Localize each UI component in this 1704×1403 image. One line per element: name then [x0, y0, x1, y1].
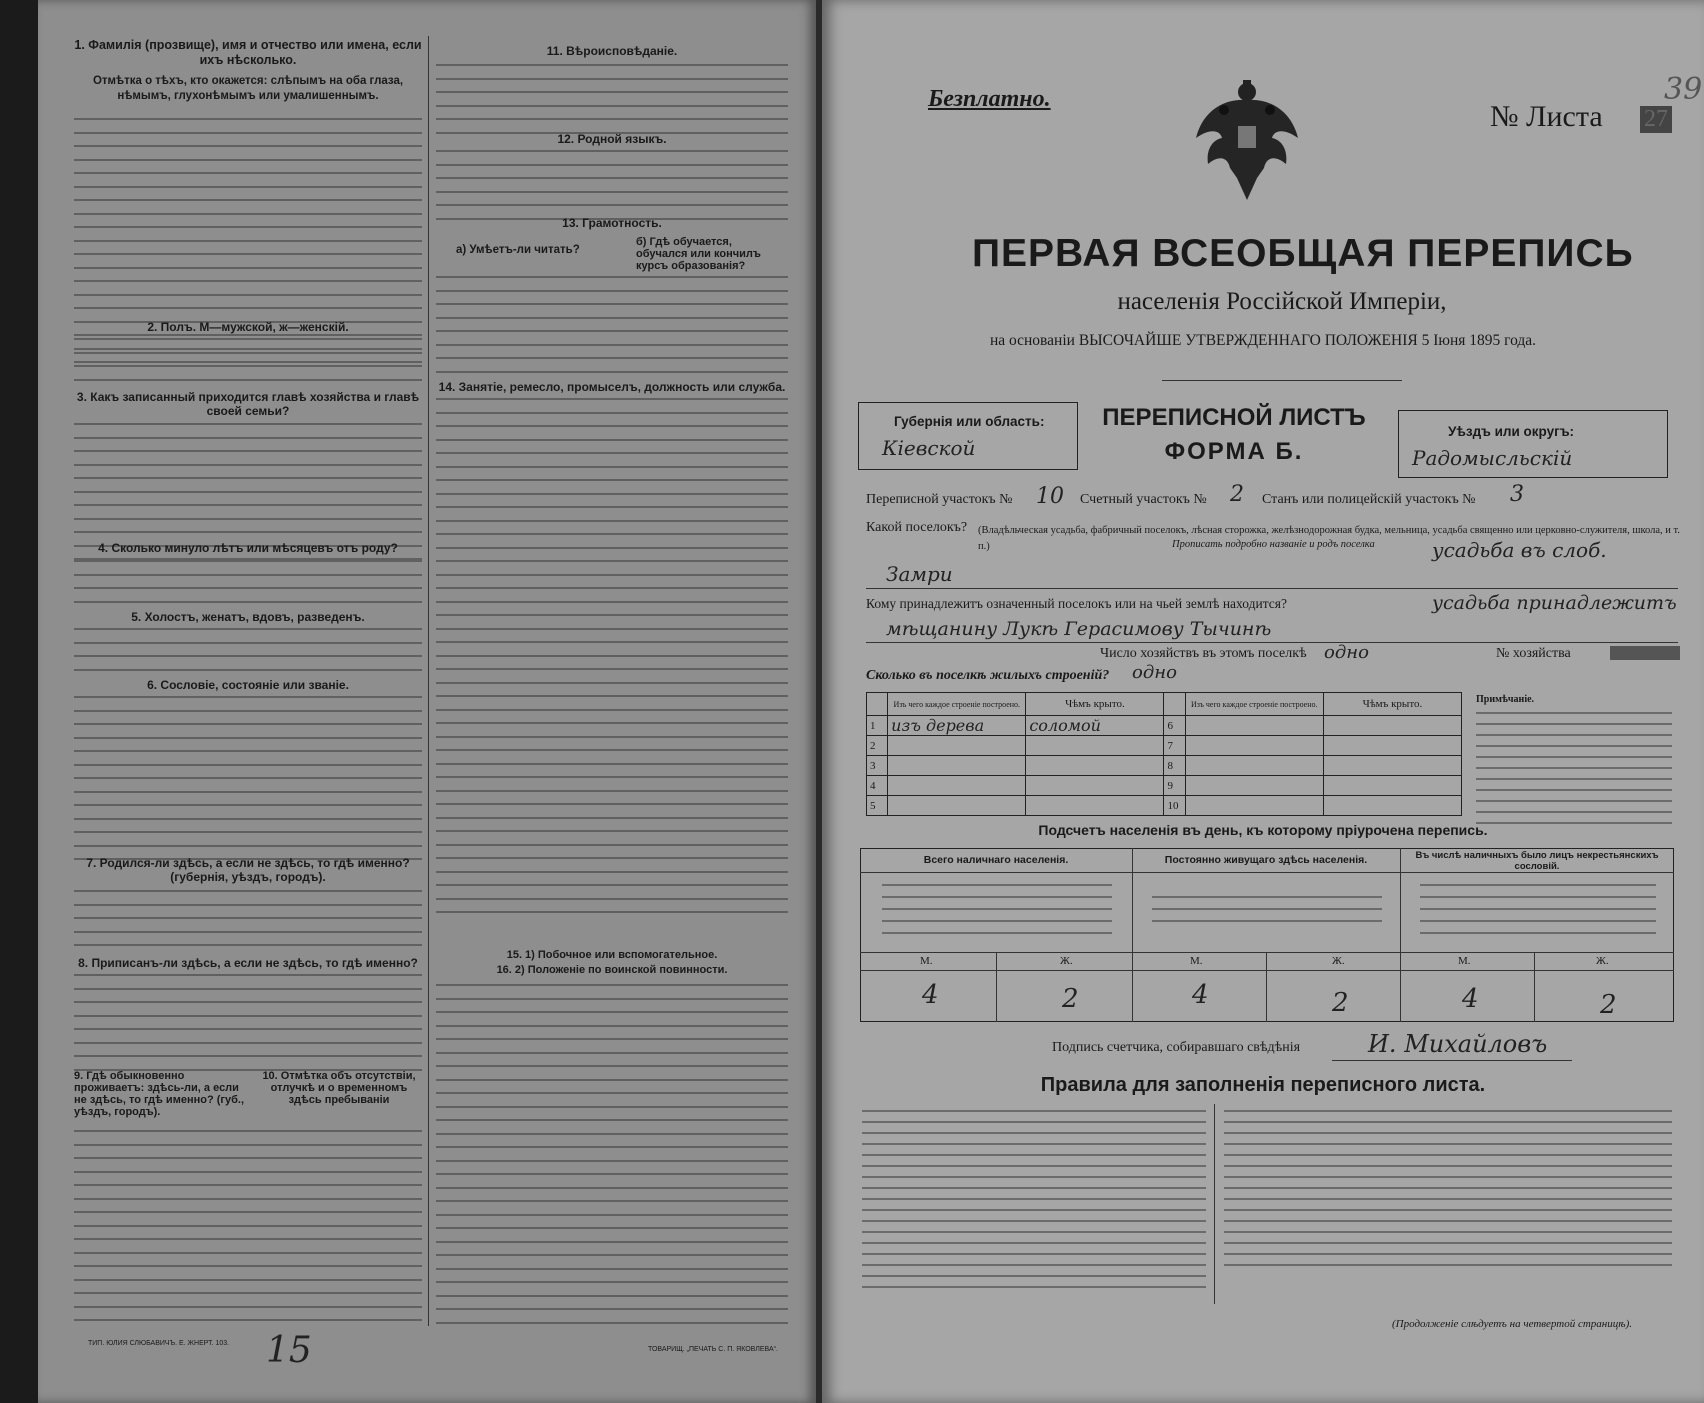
- right-page: [822, 0, 1704, 1403]
- building-1-material: изъ дерева: [888, 716, 1026, 736]
- table-row: 1 изъ дерева соломой 6: [867, 716, 1462, 736]
- tally-f-3: Ж.: [1596, 955, 1609, 967]
- signature-label: Подпись счетчика, собиравшаго свѣдѣнiя: [1052, 1040, 1301, 1055]
- tally-present-m: 4: [922, 980, 939, 1010]
- settlement-value-2: Замри: [886, 562, 953, 586]
- note-label: Примѣчанiе.: [1476, 694, 1535, 705]
- owner-label: Кому принадлежитъ означенный поселокъ или на чьей землѣ находится?: [866, 596, 1287, 611]
- tally-nonpeasant-m: 4: [1462, 984, 1479, 1014]
- owner-value-2: мѣщанину Лукѣ Герасимову Тычинѣ: [886, 618, 1272, 640]
- heading-occupation: 14. Занятiе, ремесло, промыселъ, должность или служба.: [438, 380, 786, 394]
- owner-value: усадьба принадлежитъ: [1432, 592, 1677, 614]
- buildings-table: [866, 692, 1462, 816]
- instructions-column-1: [74, 38, 422, 1328]
- buildings-col-roof-2: Чѣмъ крыто.: [1323, 693, 1461, 716]
- household-number-redacted: [1610, 646, 1680, 660]
- tally-col-nonpeasant: Въ числѣ наличныхъ было лицъ некрестьянскихъ сословiй.: [1415, 850, 1659, 872]
- owner-underline: [866, 642, 1678, 643]
- table-row: 5 10: [867, 796, 1462, 816]
- double-headed-eagle-emblem: [1192, 78, 1302, 203]
- tally-m-3: М.: [1458, 955, 1471, 967]
- tally-nonpeasant-f: 2: [1600, 990, 1617, 1020]
- heading-registered: 8. Приписанъ-ли здѣсь, а если не здѣсь, то гдѣ именно?: [78, 956, 418, 970]
- heading-language: 12. Родной языкъ.: [557, 132, 667, 146]
- uezd-label: Уѣздъ или округъ:: [1448, 424, 1575, 439]
- tally-permanent-m: 4: [1192, 980, 1209, 1010]
- left-page: [38, 0, 816, 1403]
- heading-residence: 9. Гдѣ обыкновенно проживаетъ: здѣсь-ли, а если не здѣсь, то гдѣ именно? (губ., уѣздъ, городъ).: [74, 1070, 245, 1118]
- households-value: одно: [1324, 642, 1369, 663]
- table-row: 3 8: [867, 756, 1462, 776]
- heading-literacy: 13. Грамотность.: [562, 216, 662, 230]
- heading-absence: 10. Отмѣтка объ отсутствiи, отлучкѣ и о временномъ здѣсь пребыванiи: [262, 1070, 416, 1106]
- count-area-value: 2: [1230, 482, 1244, 507]
- printer-mark-left: ТИП. ЮЛИЯ СЛЮБАВИЧЪ. Е. ЖНЕРТ. 103.: [88, 1340, 230, 1347]
- settlement-label: Какой поселокъ?: [866, 520, 968, 535]
- settlement-hint: (Владѣльческая усадьба, фабричный поселокъ, лѣсная сторожка, желѣзнодорожная будка, мельница, усадьба священно или церковно-служителя, школа, и т. п.): [978, 525, 1680, 552]
- signature-value: И. Михайловъ: [1368, 1030, 1548, 1058]
- census-subtitle: населенiя Россiйской Имперiи,: [1117, 288, 1447, 315]
- tally-present-f: 2: [1062, 984, 1079, 1014]
- gubernia-label: Губернiя или область:: [894, 414, 1045, 429]
- tally-m-2: М.: [1190, 955, 1203, 967]
- heading-can-read: а) Умѣетъ-ли читать?: [456, 244, 580, 256]
- tally-title: Подсчетъ населенiя въ день, къ которому прiурочена перепись.: [1038, 822, 1488, 838]
- buildings-col-roof: Чѣмъ крыто.: [1026, 693, 1164, 716]
- heading-sex: 2. Полъ. М—мужской, ж—женскiй.: [147, 320, 349, 334]
- instructions-column-2: [436, 44, 788, 1334]
- rules-text-right: [1224, 1110, 1672, 1275]
- heading-estate: 6. Сословiе, состоянiе или званiе.: [147, 678, 349, 692]
- free-label: Безплатно.: [928, 86, 1051, 112]
- table-row: 2 7: [867, 736, 1462, 756]
- buildings-col-material-2: Изъ чего каждое строенiе построено.: [1185, 693, 1323, 716]
- column-divider: [428, 36, 429, 1326]
- rules-text-left: [862, 1110, 1206, 1297]
- heading-relation: 3. Какъ записанный приходится главѣ хозяйства и главѣ своей семьи?: [76, 390, 420, 418]
- sheet-number-label: № Листа: [1490, 100, 1603, 133]
- heading-military: 16. 2) Положенiе по воинской повинности.: [496, 964, 728, 976]
- households-label: Число хозяйствъ въ этомъ поселкѣ: [1100, 646, 1307, 661]
- gubernia-value: Кiевской: [882, 436, 976, 460]
- building-1-roof: соломой: [1026, 716, 1164, 736]
- settlement-value: усадьба въ слоб.: [1432, 538, 1607, 562]
- uezd-value: Радомысльскiй: [1412, 446, 1573, 470]
- heading-secondary-occupation: 15. 1) Побочное или вспомогательное.: [506, 949, 718, 961]
- heading-disability: Отмѣтка о тѣхъ, кто окажется: слѣпымъ на оба глаза, нѣмымъ, глухонѣмымъ или умалишеннымъ.: [92, 75, 404, 102]
- heading-age: 4. Сколько минуло лѣтъ или мѣсяцевъ отъ роду?: [98, 541, 398, 555]
- household-number-label: № хозяйства: [1496, 646, 1571, 661]
- tally-permanent-f: 2: [1332, 988, 1349, 1018]
- printer-mark-right: ТОВАРИЩ. „ПЕЧАТЬ С. П. ЯКОВЛЕВА“.: [648, 1346, 778, 1353]
- archive-number: 39: [1664, 72, 1703, 107]
- heading-education: б) Гдѣ обучается, обучался или кончилъ курсъ образованiя?: [636, 236, 761, 272]
- buildings-col-material: Изъ чего каждое строенiе построено.: [888, 693, 1026, 716]
- form-title: ПЕРЕПИСНОЙ ЛИСТЪ: [1102, 404, 1366, 431]
- count-area-label: Счетный участокъ №: [1080, 492, 1207, 507]
- heading-religion: 11. Вѣроисповѣданiе.: [546, 44, 678, 58]
- district-value: 10: [1036, 484, 1064, 509]
- tally-col-permanent: Постоянно живущаго здѣсь населенiя.: [1164, 854, 1368, 866]
- census-title: ПЕРВАЯ ВСЕОБЩАЯ ПЕРЕПИСЬ: [972, 232, 1634, 275]
- tally-f-1: Ж.: [1060, 955, 1073, 967]
- title-rule: [1162, 380, 1402, 381]
- table-row: 4 9: [867, 776, 1462, 796]
- tally-col-present: Всего наличнаго населенiя.: [923, 854, 1069, 866]
- settlement-hint2: Прописать подробно названiе и родъ поселка: [1172, 539, 1375, 550]
- form-subtitle: ФОРМА Б.: [1164, 438, 1304, 465]
- note-text: [1476, 712, 1672, 833]
- handwritten-page-number: 15: [266, 1330, 312, 1371]
- heading-marital: 5. Холостъ, женатъ, вдовъ, разведенъ.: [131, 610, 365, 624]
- legal-basis: на основанiи ВЫСОЧАЙШЕ УТВЕРЖДЕННАГО ПОЛОЖЕНIЯ 5 Iюня 1895 года.: [989, 332, 1537, 349]
- stan-value: 3: [1510, 482, 1524, 507]
- settlement-underline: [866, 588, 1678, 589]
- buildings-value: одно: [1132, 662, 1177, 683]
- tally-f-2: Ж.: [1332, 955, 1345, 967]
- heading-birthplace: 7. Родился-ли здѣсь, а если не здѣсь, то гдѣ именно? (губернiя, уѣздъ, городъ).: [86, 856, 410, 884]
- continuation-note: (Продолженiе слѣдуетъ на четвертой страницѣ).: [1392, 1318, 1632, 1330]
- heading-surname: 1. Фамилiя (прозвище), имя и отчество или имена, если ихъ нѣсколько.: [74, 38, 422, 67]
- rules-title: Правила для заполненiя переписного листа.: [1040, 1074, 1486, 1096]
- buildings-label: Сколько въ поселкѣ жилыхъ строенiй?: [866, 668, 1110, 683]
- stan-label: Станъ или полицейскiй участокъ №: [1262, 492, 1476, 507]
- district-label: Переписной участокъ №: [866, 492, 1013, 507]
- tally-m-1: М.: [920, 955, 933, 967]
- sheet-number-value: 27: [1640, 106, 1672, 133]
